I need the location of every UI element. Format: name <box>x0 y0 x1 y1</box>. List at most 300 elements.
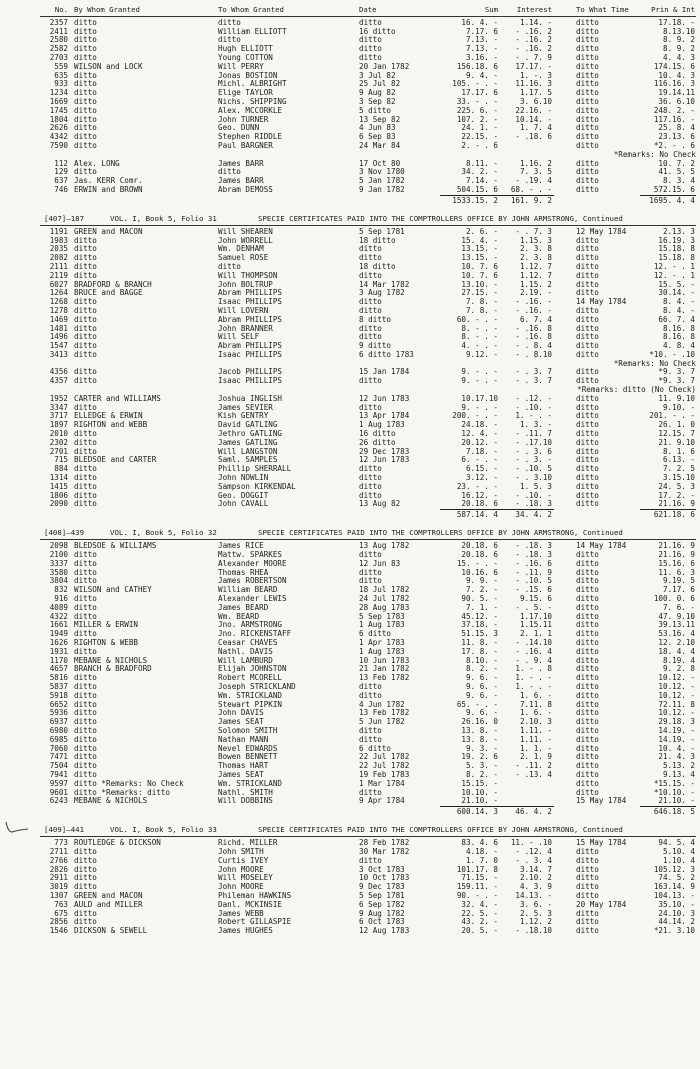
to-whom: Young COTTON <box>218 53 273 62</box>
by-whom: ditto *Remarks: ditto <box>74 788 171 797</box>
cert-no: 1307 <box>49 891 68 900</box>
sum: 2. 6. - <box>465 227 498 236</box>
interest: 17.17. - <box>515 62 552 71</box>
date: 1 Aug 1783 <box>359 621 405 630</box>
to-whom: Jethro GATLING <box>218 430 283 439</box>
total-prin-int: 646.18. 5 <box>653 808 695 817</box>
total-rule <box>440 195 554 196</box>
sum: 159.11. - <box>456 883 498 892</box>
sum: 51.15. 3 <box>461 630 498 639</box>
to-whom: Alex. MCCORKLE <box>218 106 283 115</box>
cert-no: 2911 <box>49 874 68 883</box>
to-whom: Robert GILLASPIE <box>218 918 292 927</box>
to-what-time: ditto <box>576 500 599 509</box>
to-what-time: ditto <box>576 918 599 927</box>
by-whom: ditto <box>74 700 97 709</box>
table-row <box>0 577 700 586</box>
to-whom: Abram DEMOSS <box>218 185 273 194</box>
total-row <box>0 195 700 206</box>
interest: 1.15. 2 <box>519 280 552 289</box>
interest: - . 7. 3 <box>515 227 552 236</box>
by-whom: GREEN and MACON <box>74 891 143 900</box>
remark-text: *Remarks: ditto (No Check) <box>577 385 696 395</box>
table-row <box>0 542 700 551</box>
prin-int: 19.14.11 <box>658 89 695 98</box>
by-whom: ditto <box>74 168 97 177</box>
prin-int: 9.10. - <box>662 403 695 412</box>
total-interest: 161. 9. 2 <box>510 196 552 205</box>
date: 28 Feb 1782 <box>359 839 410 848</box>
interest: - . 3. 7 <box>515 377 552 386</box>
to-what-time: ditto <box>576 883 599 892</box>
to-what-time: ditto <box>576 412 599 421</box>
to-whom: James BARR <box>218 177 264 186</box>
prin-int: 16.19. 3 <box>658 236 695 245</box>
total-row <box>0 806 700 817</box>
interest: 1.17. 5 <box>519 89 552 98</box>
to-whom: Joshua INGLISH <box>218 394 283 403</box>
table-row <box>0 448 700 457</box>
interest: 1.12. 2 <box>519 918 552 927</box>
ledger-body <box>0 19 700 936</box>
by-whom: ditto <box>74 106 97 115</box>
date: ditto <box>359 298 382 307</box>
by-whom: ditto <box>74 377 97 386</box>
interest: - . 3. 6 <box>515 447 552 456</box>
cert-no: 1278 <box>49 306 68 315</box>
table-row <box>0 36 700 45</box>
date: 3 Jul 82 <box>359 71 396 80</box>
date: 12 Aug 1783 <box>359 927 410 936</box>
to-what-time: ditto <box>576 909 599 918</box>
table-row <box>0 116 700 125</box>
date: 4 Jun 83 <box>359 124 396 133</box>
table-row <box>0 228 700 237</box>
table-row <box>0 404 700 413</box>
by-whom: ditto <box>74 770 97 779</box>
header-rule <box>40 16 696 17</box>
date: 12 Jun 83 <box>359 559 401 568</box>
date: 3 Oct 1783 <box>359 865 405 874</box>
sum: 45.12. - <box>461 612 498 621</box>
interest: - .12. 4 <box>515 847 552 856</box>
to-what-time: ditto <box>576 595 599 604</box>
to-what-time: ditto <box>576 770 599 779</box>
interest: 1. - . 8 <box>515 665 552 674</box>
to-what-time: ditto <box>576 133 599 142</box>
cert-no: 2703 <box>49 53 68 62</box>
prin-int: 104.13. - <box>653 891 695 900</box>
to-whom: William BEARD <box>218 586 278 595</box>
to-what-time: ditto <box>576 141 599 150</box>
by-whom: RIGHTON and WEBB <box>74 421 148 430</box>
to-whom: Danl. MCKINSIE <box>218 900 283 909</box>
sum: 71.15. - <box>461 874 498 883</box>
cert-no: 763 <box>54 900 68 909</box>
prin-int: 21.16. 9 <box>658 500 695 509</box>
prin-int: 17.18. - <box>658 18 695 27</box>
sum: 7. 1. - <box>465 603 498 612</box>
to-whom: Wm. DENHAM <box>218 245 264 254</box>
prin-int: 8. 1. 6 <box>662 447 695 456</box>
remark-note <box>0 386 700 395</box>
sum: 8. 2. - <box>465 665 498 674</box>
date: 22 Jul 1782 <box>359 753 410 762</box>
interest: 14.13. - <box>515 891 552 900</box>
to-what-time: ditto <box>576 700 599 709</box>
date: 16 ditto <box>359 430 396 439</box>
to-whom: James SEAT <box>218 770 264 779</box>
interest: - .10. 5 <box>515 577 552 586</box>
sum: 13.15. - <box>461 245 498 254</box>
by-whom: ditto <box>74 482 97 491</box>
date: ditto <box>359 254 382 263</box>
date: 6 ditto <box>359 630 392 639</box>
prin-int: 74. 5. 2 <box>658 874 695 883</box>
interest: 22.16. - <box>515 106 552 115</box>
sum: 3.12. - <box>465 474 498 483</box>
cert-no: 1745 <box>49 106 68 115</box>
sum: 15. - . - <box>456 559 498 568</box>
interest: 1. - . - <box>515 682 552 691</box>
total-interest: 46. 4. 2 <box>515 808 552 817</box>
sum: 33. - . - <box>456 97 498 106</box>
by-whom: ditto <box>74 115 97 124</box>
prin-int: 15.18. 8 <box>658 254 695 263</box>
date: 13 Feb 1782 <box>359 674 410 683</box>
to-whom: Elijah JOHNSTON <box>218 665 287 674</box>
date: 8 ditto <box>359 315 392 324</box>
to-what-time: 12 May 1784 <box>576 227 627 236</box>
to-what-time: ditto <box>576 45 599 54</box>
interest: 1. 3. - <box>519 421 552 430</box>
col-prin-int: Prin & Int <box>651 6 695 14</box>
interest: 7.11. 8 <box>519 700 552 709</box>
date: 13 Sep 82 <box>359 115 401 124</box>
cert-no: 3019 <box>49 883 68 892</box>
sum: 24. 1. - <box>461 124 498 133</box>
table-row <box>0 866 700 875</box>
sum: 7.18. - <box>465 447 498 456</box>
table-row <box>0 342 700 351</box>
section-volume: VOL. I, Book 5, Folio 32 <box>110 528 217 538</box>
interest: 1.14. - <box>519 18 552 27</box>
sum: 9. 3. - <box>465 744 498 753</box>
to-what-time: ditto <box>576 403 599 412</box>
interest: - .16. 8 <box>515 333 552 342</box>
prin-int: 41. 5. 5 <box>658 168 695 177</box>
to-what-time: ditto <box>576 874 599 883</box>
table-row <box>0 351 700 360</box>
table-row <box>0 500 700 509</box>
to-whom: Joseph STRICKLAND <box>218 682 296 691</box>
prin-int: 7.17. 6 <box>662 586 695 595</box>
interest: - .15. 6 <box>515 586 552 595</box>
cert-no: 1546 <box>49 927 68 936</box>
prin-int: 36. 6.10 <box>658 97 695 106</box>
to-what-time: ditto <box>576 315 599 324</box>
col-sum: Sum <box>484 6 498 14</box>
to-what-time: ditto <box>576 53 599 62</box>
prin-int: 10. 4. - <box>658 744 695 753</box>
by-whom: ditto <box>74 133 97 142</box>
sum: 24.18. - <box>461 421 498 430</box>
to-what-time: ditto <box>576 891 599 900</box>
table-row <box>0 874 700 883</box>
by-whom: ditto <box>74 368 97 377</box>
prin-int: 14.19. - <box>658 726 695 735</box>
interest: - . 7. 9 <box>515 53 552 62</box>
to-whom: Phileman HAWKINS <box>218 891 292 900</box>
sum: 1. 7. 0 <box>465 856 498 865</box>
cert-no: 2090 <box>49 500 68 509</box>
remark-text: *Remarks: No Check <box>613 358 696 368</box>
sum: 3.16. - <box>465 53 498 62</box>
sum: 9. - . - <box>461 403 498 412</box>
to-whom: William ELLIOTT <box>218 27 287 36</box>
interest: - .18. 3 <box>515 500 552 509</box>
total-interest: 34. 4. 2 <box>515 511 552 520</box>
table-row <box>0 412 700 421</box>
date: 15 Jan 1784 <box>359 368 410 377</box>
to-whom: Nathl. SMITH <box>218 788 273 797</box>
by-whom: ditto <box>74 918 97 927</box>
to-what-time: ditto <box>576 18 599 27</box>
cert-no: 2766 <box>49 856 68 865</box>
by-whom: ditto <box>74 403 97 412</box>
prin-int: 15. 5. - <box>658 280 695 289</box>
section-id: [409]—441 <box>44 825 85 835</box>
by-whom: ditto <box>74 465 97 474</box>
date: ditto <box>359 682 382 691</box>
prin-int: 12.15. 7 <box>658 430 695 439</box>
to-whom: James BEARD <box>218 603 269 612</box>
date: 12 Jun 1783 <box>359 394 410 403</box>
prin-int: *10. - .10 <box>649 350 695 359</box>
sum: 9. 6. - <box>465 691 498 700</box>
prin-int: 9.19. 5 <box>662 577 695 586</box>
date: 9 Jan 1782 <box>359 185 405 194</box>
prin-int: 39.13.11 <box>658 621 695 630</box>
sum: 7. 8. - <box>465 298 498 307</box>
date: 29 Dec 1783 <box>359 447 410 456</box>
by-whom: ditto <box>74 306 97 315</box>
sum: 83. 4. 6 <box>461 839 498 848</box>
sum: 9. 9. - <box>465 577 498 586</box>
prin-int: *9. 3. 7 <box>658 377 695 386</box>
to-what-time: ditto <box>576 394 599 403</box>
sum: 20.18. 6 <box>461 542 498 551</box>
sum: 7.14. - <box>465 177 498 186</box>
interest: - .17.10 <box>515 438 552 447</box>
interest: 7. 3. 5 <box>519 168 552 177</box>
col-date: Date <box>359 6 377 14</box>
to-what-time: ditto <box>576 621 599 630</box>
cert-no: 2626 <box>49 124 68 133</box>
interest: 2.10. 2 <box>519 874 552 883</box>
interest: - .18. 3 <box>515 542 552 551</box>
remark-note <box>0 360 700 369</box>
table-row <box>0 692 700 701</box>
section-title: SPECIE CERTIFICATES PAID INTO THE COMPTROLLERS OFFICE BY JOHN ARMSTRONG, Continued <box>258 825 623 835</box>
table-row <box>0 325 700 334</box>
to-what-time: ditto <box>576 577 599 586</box>
table-row <box>0 901 700 910</box>
prin-int: 7. 2. 5 <box>662 465 695 474</box>
sum: 4. - . - <box>461 342 498 351</box>
date: 5 Sep 1781 <box>359 891 405 900</box>
by-whom: ditto <box>74 551 97 560</box>
table-row <box>0 639 700 648</box>
prin-int: 10.12. - <box>658 682 695 691</box>
total-rule <box>640 806 696 807</box>
cert-no: 7941 <box>49 770 68 779</box>
to-whom: John MOORE <box>218 883 264 892</box>
section-rule-line <box>40 836 696 837</box>
table-row <box>0 630 700 639</box>
interest: 2. 3. 8 <box>519 254 552 263</box>
cert-no: 715 <box>54 456 68 465</box>
sum: 8. - . - <box>461 324 498 333</box>
prin-int: 116.16. 3 <box>653 80 695 89</box>
to-what-time: ditto <box>576 271 599 280</box>
by-whom: ditto <box>74 430 97 439</box>
sum: 90. - . - <box>456 891 498 900</box>
sum: 4.18. - <box>465 847 498 856</box>
to-what-time: ditto <box>576 779 599 788</box>
by-whom: ditto <box>74 847 97 856</box>
to-whom: Will DOBBINS <box>218 797 273 806</box>
date: ditto <box>359 324 382 333</box>
table-row <box>0 245 700 254</box>
to-what-time: ditto <box>576 788 599 797</box>
by-whom: BLEDSOE and CARTER <box>74 456 157 465</box>
interest: 3. 6.10 <box>519 97 552 106</box>
cert-no: 4342 <box>49 133 68 142</box>
cert-no: 6937 <box>49 718 68 727</box>
table-row <box>0 368 700 377</box>
cert-no: 3337 <box>49 559 68 568</box>
cert-no: 1952 <box>49 394 68 403</box>
to-what-time: ditto <box>576 927 599 936</box>
table-row <box>0 745 700 754</box>
cert-no: 637 <box>54 177 68 186</box>
to-whom: Phillip SHERRALL <box>218 465 292 474</box>
sum: 8.11. - <box>465 159 498 168</box>
col-by-whom: By Whom Granted <box>74 6 140 14</box>
to-what-time: ditto <box>576 97 599 106</box>
cert-no: 2111 <box>49 262 68 271</box>
to-whom: Curtis IVEY <box>218 856 269 865</box>
table-row <box>0 701 700 710</box>
to-what-time: ditto <box>576 665 599 674</box>
sum: 20.12. - <box>461 438 498 447</box>
to-what-time: ditto <box>576 847 599 856</box>
to-what-time: ditto <box>576 254 599 263</box>
prin-int: 4. 4. 3 <box>662 53 695 62</box>
interest: - .14.10 <box>515 639 552 647</box>
by-whom: ditto <box>74 718 97 727</box>
to-whom: Will LOVERN <box>218 306 269 315</box>
prin-int: 8.16. 8 <box>662 324 695 333</box>
cert-no: 2711 <box>49 847 68 856</box>
interest: - . 3. 4 <box>515 856 552 865</box>
sum: 2. - . 6 <box>461 141 498 150</box>
by-whom: ditto <box>74 271 97 280</box>
cert-no: 1234 <box>49 89 68 98</box>
date: 6 Sep 1782 <box>359 900 405 909</box>
by-whom: ditto <box>74 298 97 307</box>
to-what-time: ditto <box>576 324 599 333</box>
prin-int: 5.10. 4 <box>662 847 695 856</box>
date: 13 Aug 82 <box>359 500 401 509</box>
to-whom: Richd. MILLER <box>218 839 278 848</box>
by-whom: ditto <box>74 559 97 568</box>
sum: 21.10. - <box>461 797 498 806</box>
sum: 65. - . - <box>456 700 498 709</box>
to-whom: Isaac PHILLIPS <box>218 298 283 307</box>
cert-no: 9601 <box>49 788 68 797</box>
interest: 1.15. 3 <box>519 236 552 245</box>
remark-text: *Remarks: No Check <box>613 149 696 159</box>
interest: - .16. - <box>515 298 552 307</box>
by-whom: ditto <box>74 97 97 106</box>
to-whom: Thomas HART <box>218 762 269 771</box>
date: 5 Sep 1783 <box>359 612 405 621</box>
prin-int: 47. 9.10 <box>658 612 695 621</box>
by-whom: ditto <box>74 18 97 27</box>
interest: 1. - . - <box>515 674 552 683</box>
interest: - .11. 9 <box>515 568 552 577</box>
sum: 6.15. - <box>465 465 498 474</box>
prin-int: 10. 4. 3 <box>658 71 695 80</box>
cert-no: 4357 <box>49 377 68 386</box>
date: 14 Mar 1782 <box>359 280 410 289</box>
date: 3 Sep 82 <box>359 97 396 106</box>
by-whom: ditto <box>74 500 97 509</box>
by-whom: ditto <box>74 735 97 744</box>
sum: 23. - . - <box>456 482 498 491</box>
date: ditto <box>359 36 382 45</box>
to-whom: Will LANGSTON <box>218 447 278 456</box>
to-what-time: ditto <box>576 80 599 89</box>
by-whom: CARTER and WILLIAMS <box>74 394 161 403</box>
cert-no: 7060 <box>49 744 68 753</box>
sum: 105. - . - <box>452 80 498 89</box>
table-row <box>0 89 700 98</box>
date: 13 Apr 1784 <box>359 412 410 421</box>
to-whom: Jno. RICKENSTAFF <box>218 630 292 639</box>
sum: 10.17.10 <box>461 394 498 403</box>
to-whom: Wm. BEARD <box>218 612 260 621</box>
to-what-time: ditto <box>576 159 599 168</box>
date: 9 Apr 1784 <box>359 797 405 806</box>
date: ditto <box>359 403 382 412</box>
cert-no: 2035 <box>49 245 68 254</box>
to-what-time: ditto <box>576 377 599 386</box>
total-rule <box>440 509 554 510</box>
interest: 11.16. 3 <box>515 80 552 89</box>
interest: - .18. 3 <box>515 551 552 560</box>
cert-no: 2119 <box>49 271 68 280</box>
table-row <box>0 54 700 63</box>
to-whom: James SEVIER <box>218 403 273 412</box>
table-row <box>0 107 700 116</box>
col-interest: Interest <box>516 6 552 14</box>
table-row <box>0 298 700 307</box>
to-whom: David GATLING <box>218 421 278 430</box>
prin-int: 201. - . - <box>649 412 695 421</box>
